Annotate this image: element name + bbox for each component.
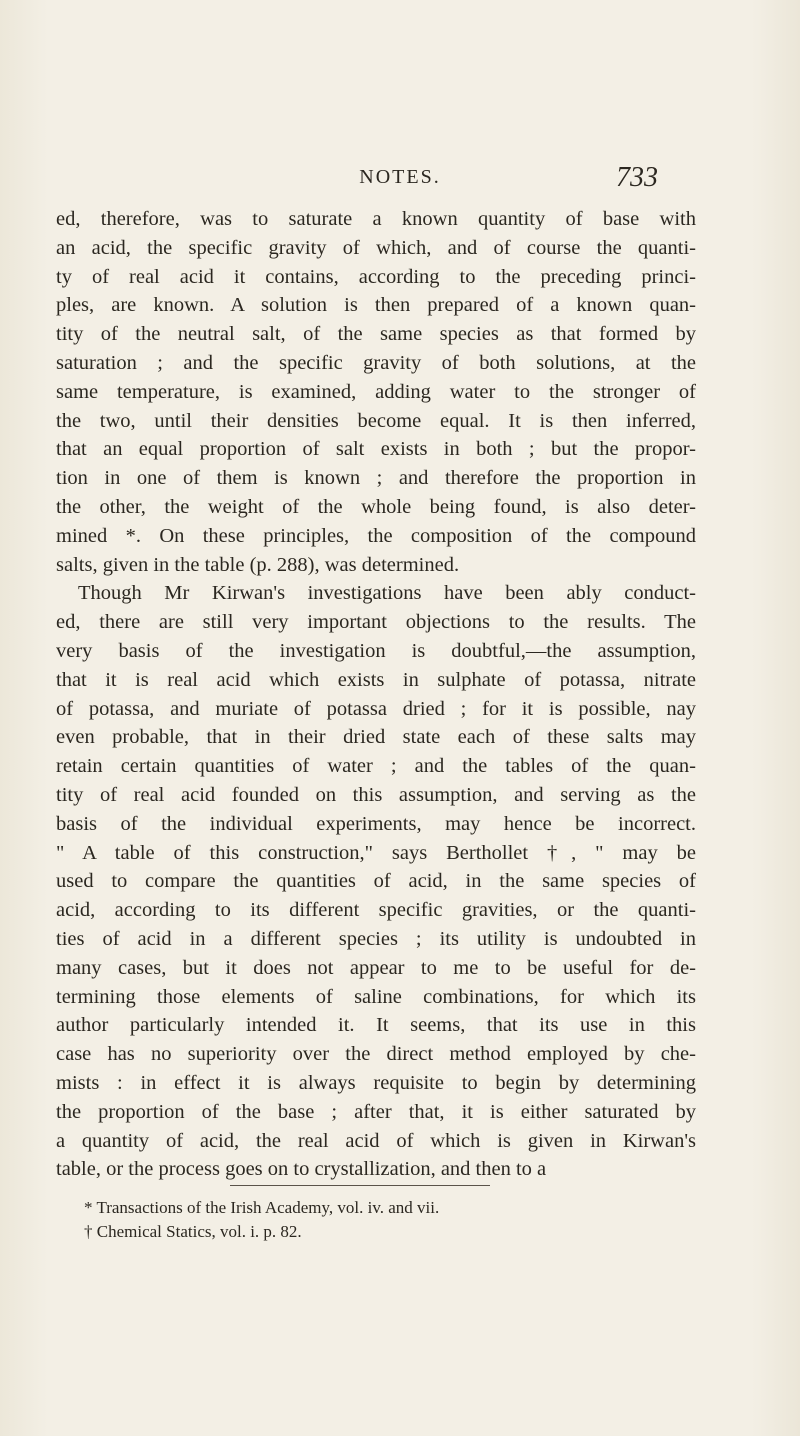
footnote-rule — [230, 1185, 490, 1186]
text-line: ples, are known. A solution is then prepared of a known quan- — [56, 294, 696, 317]
text-line: mists : in effect it is always requisite to begin by determining — [56, 1071, 696, 1094]
text-line: case has no superiority over the direct method employed by che- — [56, 1043, 696, 1066]
text-line: tity of the neutral salt, of the same species as that formed by — [56, 323, 696, 346]
text-line: a quantity of acid, the real acid of which is given in Kirwan's — [56, 1129, 696, 1152]
body-text — [56, 205, 696, 1184]
text-line: used to compare the quantities of acid, in the same species of — [56, 870, 696, 893]
text-line: the proportion of the base ; after that, it is either saturated by — [56, 1100, 696, 1123]
text-line: that it is real acid which exists in sulphate of potassa, nitrate — [56, 668, 696, 691]
text-line: ties of acid in a different species ; its utility is undoubted in — [56, 927, 696, 950]
page-header — [60, 162, 740, 202]
text-line: same temperature, is examined, adding water to the stronger of — [56, 380, 696, 403]
text-line: author particularly intended it. It seems, that its use in this — [56, 1014, 696, 1037]
text-line: an acid, the specific gravity of which, and of course the quanti- — [56, 236, 696, 259]
text-line: retain certain quantities of water ; and the tables of the quan- — [56, 755, 696, 778]
text-line: very basis of the investigation is doubtful,—the assumption, — [56, 639, 696, 662]
text-line: mined *. On these principles, the composition of the compound — [56, 524, 696, 547]
text-line: tion in one of them is known ; and therefore the proportion in — [56, 467, 696, 490]
text-line: even probable, that in their dried state each of these salts may — [56, 726, 696, 749]
text-line: acid, according to its different specific gravities, or the quanti- — [56, 899, 696, 922]
text-line: termining those elements of saline combinations, for which its — [56, 985, 696, 1008]
text-line: the other, the weight of the whole being found, is also deter- — [56, 495, 696, 518]
text-line: ed, therefore, was to saturate a known quantity of base with — [56, 208, 696, 230]
text-line: ed, there are still very important objections to the results. The — [56, 611, 696, 634]
text-line: " A table of this construction," says Berthollet †, " may be — [56, 841, 696, 864]
text-line: many cases, but it does not appear to me to be useful for de- — [56, 956, 696, 979]
text-line: the two, until their densities become equal. It is then inferred, — [56, 409, 696, 432]
footnotes — [84, 1196, 684, 1244]
text-line: basis of the individual experiments, may hence be incorrect. — [56, 812, 696, 835]
footnote: * Transactions of the Irish Academy, vol. iv. and vii. — [84, 1198, 440, 1217]
text-line: of potassa, and muriate of potassa dried ; for it is possible, nay — [56, 697, 696, 720]
page-number: 733 — [616, 162, 658, 193]
running-head: NOTES. — [359, 166, 441, 188]
text-line: table, or the process goes on to crystallization, and then to a — [56, 1158, 547, 1181]
text-line: salts, given in the table (p. 288), was determined. — [56, 553, 460, 576]
text-line: ty of real acid it contains, according to the preceding princi- — [56, 265, 696, 288]
footnote: † Chemical Statics, vol. i. p. 82. — [84, 1222, 302, 1241]
text-line: tity of real acid founded on this assumption, and serving as the — [56, 783, 696, 806]
text-line: that an equal proportion of salt exists in both ; but the propor- — [56, 438, 696, 461]
text-line: Though Mr Kirwan's investigations have been ably conduct- — [78, 582, 696, 605]
text-line: saturation ; and the specific gravity of both solutions, at the — [56, 351, 696, 374]
